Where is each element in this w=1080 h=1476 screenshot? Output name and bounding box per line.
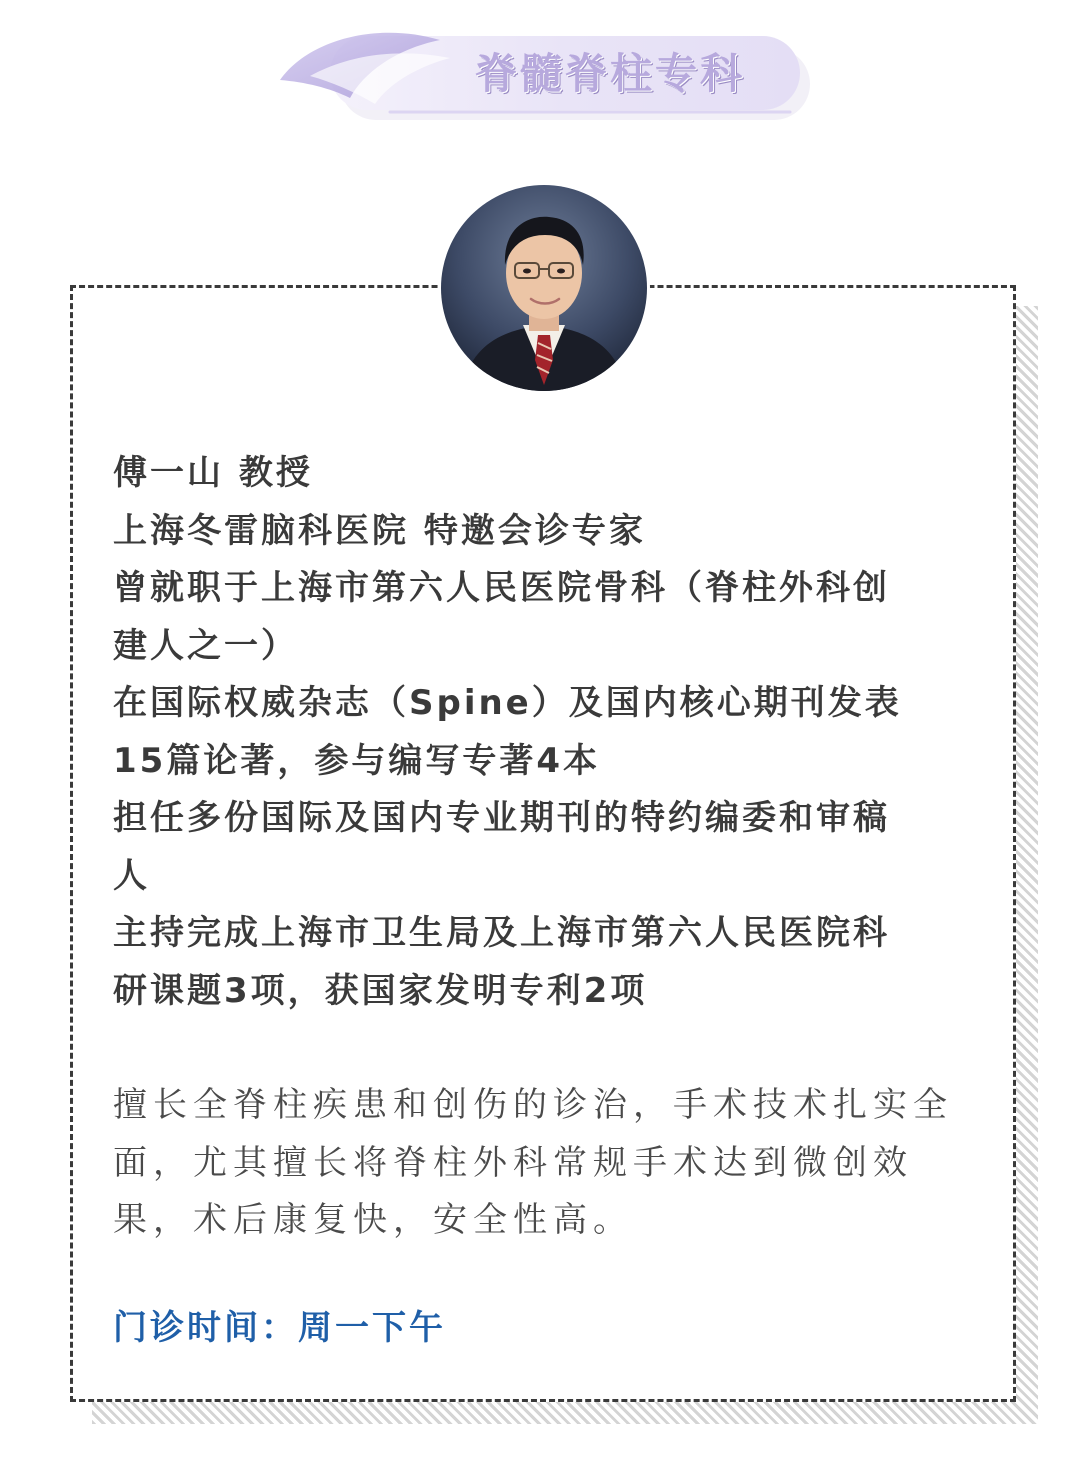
specialty-line: 面，尤其擅长将脊柱外科常规手术达到微创效 (113, 1142, 913, 1183)
section-spacer (113, 1020, 973, 1077)
bio-line: 傅一山 教授 (113, 453, 313, 493)
bio-line: 研课题3项，获国家发明专利2项 (113, 970, 648, 1011)
specialty-line: 擅长全脊柱疾患和创伤的诊治，手术技术扎实全 (113, 1085, 953, 1125)
specialty-line: 果，术后康复快，安全性高。 (113, 1200, 633, 1240)
doctor-bio (113, 445, 973, 1020)
banner-title: 脊髓脊柱专科 (474, 49, 745, 98)
bio-line: 上海冬雷脑科医院 特邀会诊专家 (113, 510, 646, 551)
header-banner (270, 18, 810, 126)
bio-line: 担任多份国际及国内专业期刊的特约编委和审稿 (113, 798, 890, 838)
doctor-profile-content (113, 445, 973, 1357)
clinic-time: 门诊时间：周一下午 (113, 1307, 446, 1348)
bio-line: 15篇论著，参与编写专著4本 (113, 740, 600, 781)
doctor-avatar (438, 182, 650, 394)
bio-line: 建人之一） (113, 625, 298, 666)
bio-line: 在国际权威杂志（Spine）及国内核心期刊发表 (113, 683, 902, 723)
doctor-portrait-image (441, 185, 647, 391)
doctor-specialty (113, 1077, 973, 1250)
bio-line: 曾就职于上海市第六人民医院骨科（脊柱外科创 (113, 568, 890, 608)
bio-line: 人 (113, 855, 150, 896)
bio-line: 主持完成上海市卫生局及上海市第六人民医院科 (113, 913, 890, 953)
